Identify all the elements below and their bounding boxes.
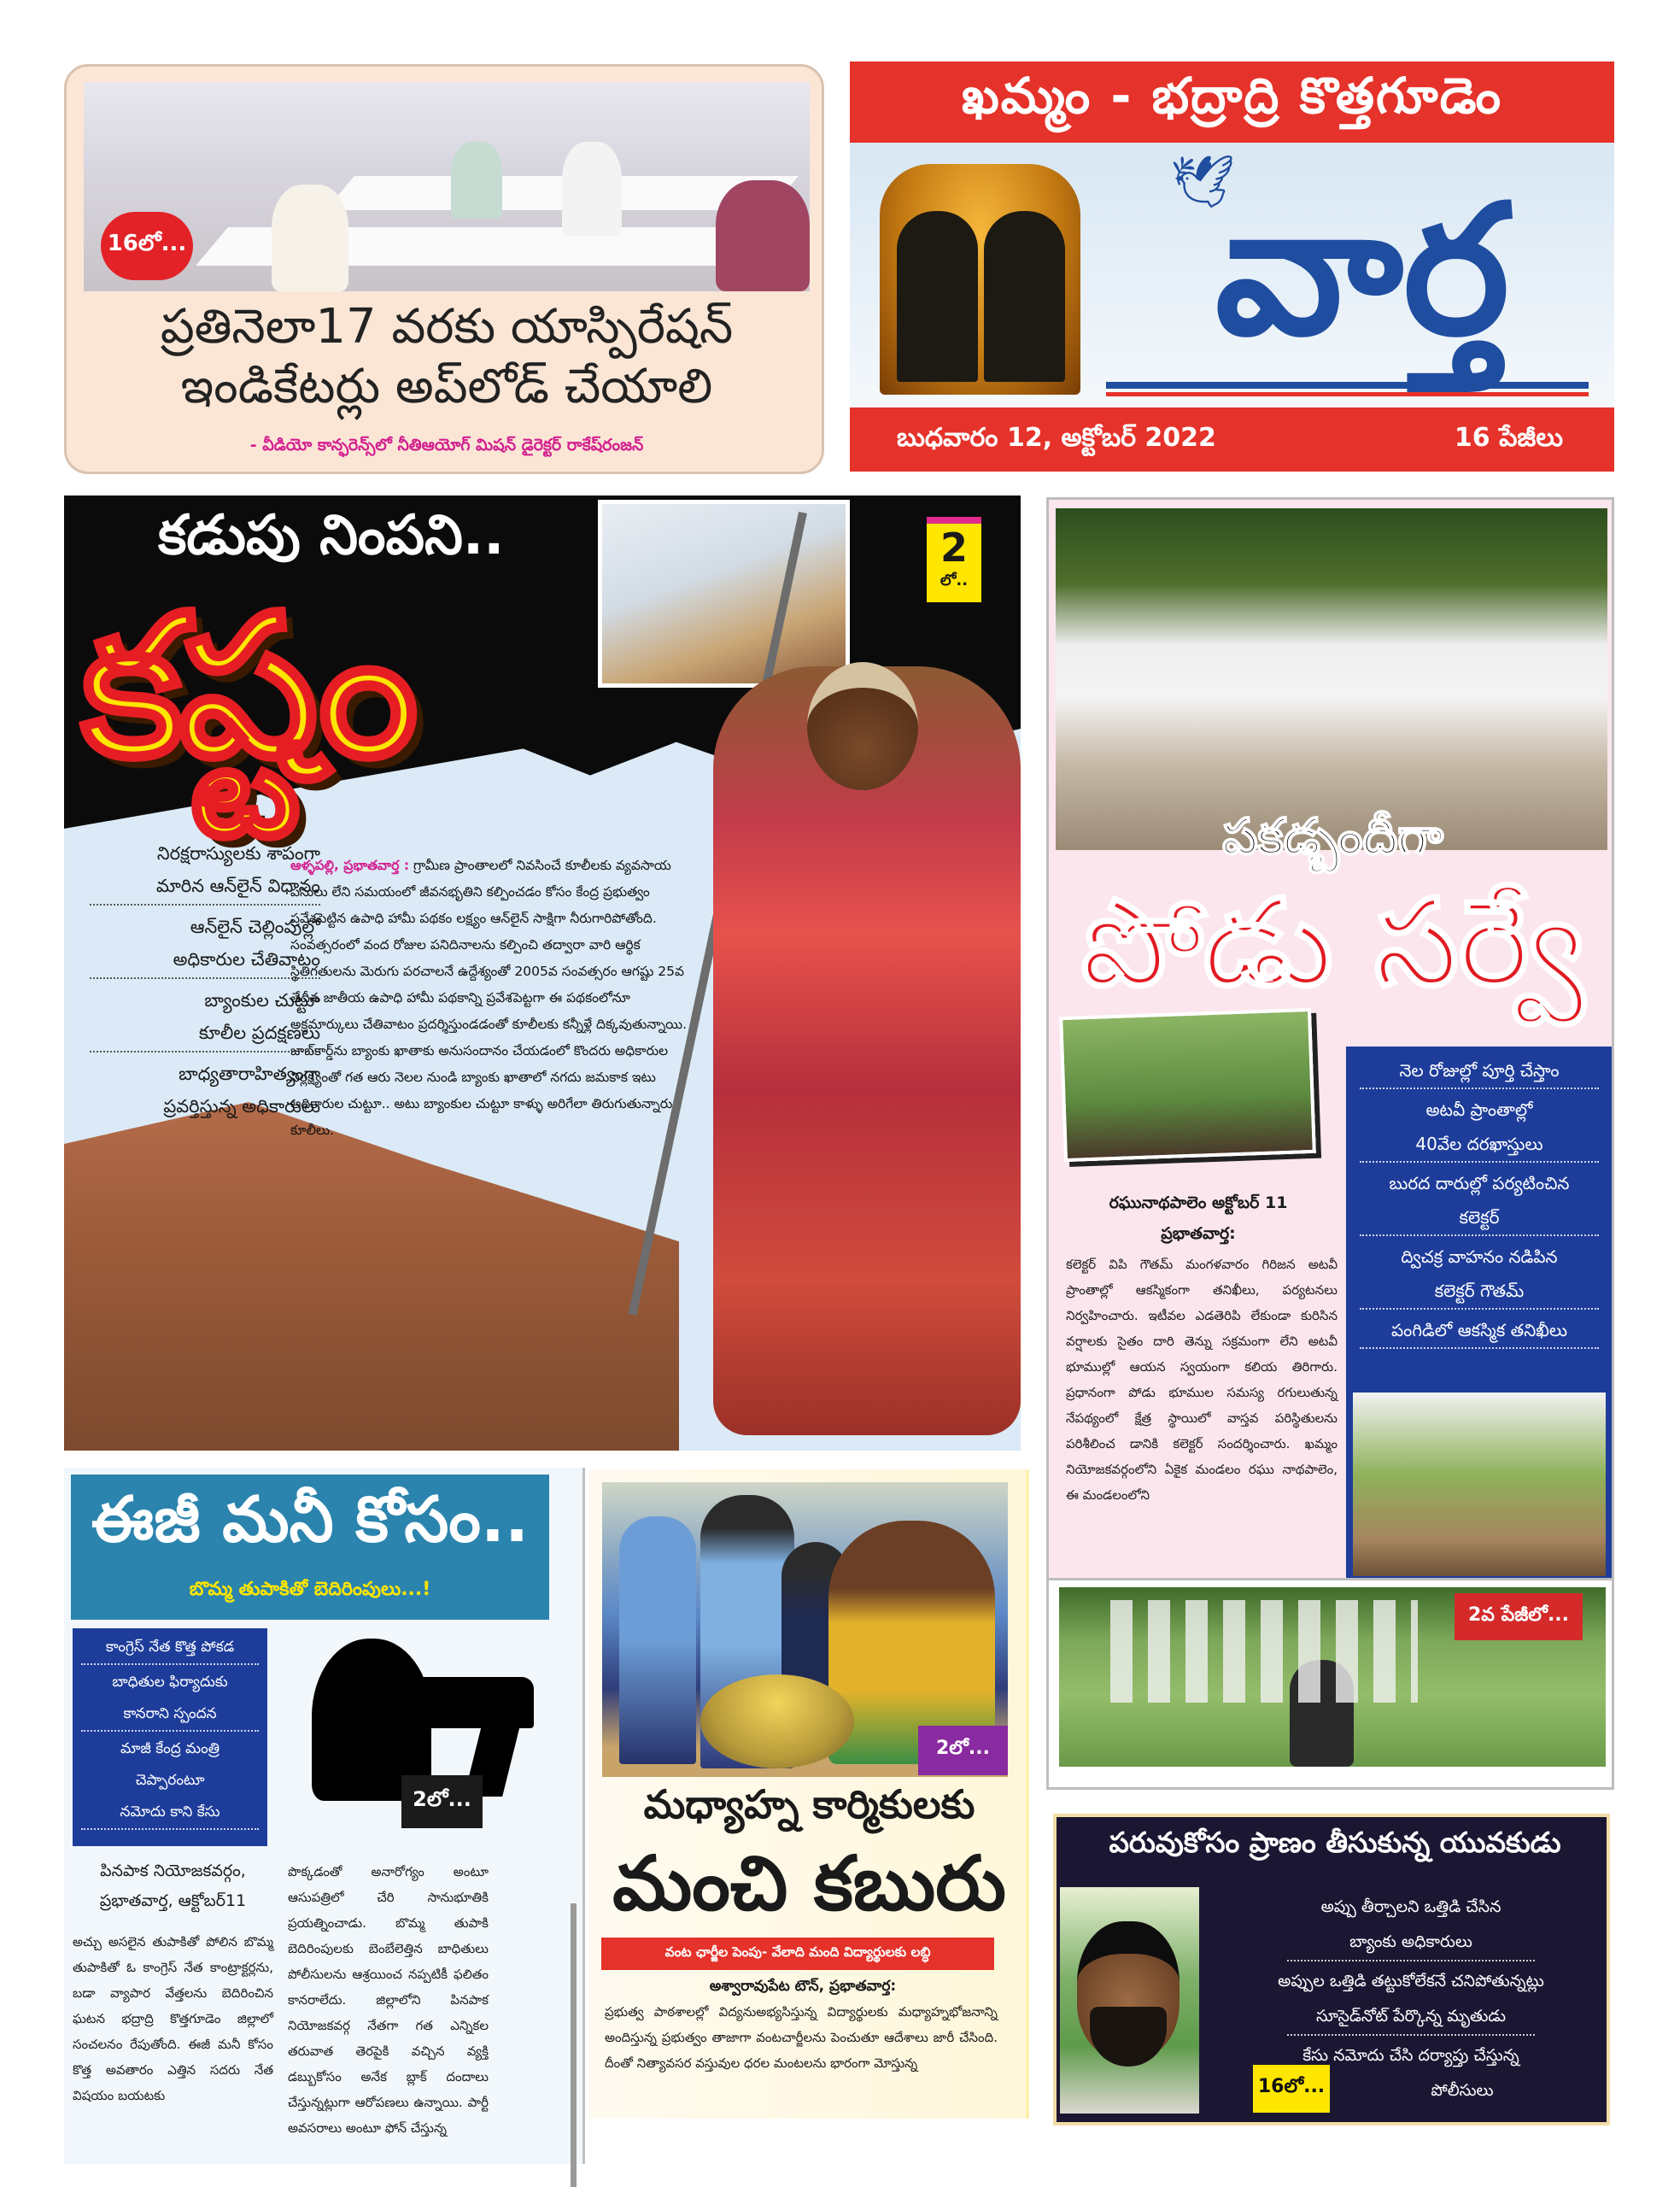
shrine-right (984, 211, 1065, 382)
officials-group-photo (1056, 508, 1607, 850)
dotted-divider (1287, 1960, 1535, 1961)
honor-story[interactable] (1053, 1814, 1610, 2125)
page-ref-tag[interactable]: 2లో... (401, 1775, 483, 1828)
teaser-box[interactable] (64, 64, 824, 474)
collector-bike-photo (1059, 1008, 1316, 1162)
highlight: అప్పు తీర్చాలని ఒత్తిడి చేసిన (1320, 1897, 1501, 1916)
dateline: అశ్వారావుపేట టౌన్, ప్రభాతవార్త: (709, 1978, 897, 1995)
story-headline-line1[interactable]: మధ్యాహ్న కార్మికులకు (643, 1781, 975, 1827)
highlight: నెల రోజుల్లో పూర్తి చేస్తాం (1399, 1060, 1560, 1081)
story-headline[interactable]: పరువుకోసం ప్రాణం తీసుకున్న యువకుడు (1109, 1826, 1561, 1859)
story-body-col2: పొక్కడంతో అనారోగ్యం అంటూ ఆసుపత్రిలో చేరి సానుభూతికి ప్రయత్నించాడు. బొమ్మ తుపాకి బెదిరింపులకు బెంబేలెత్తిన బాధితులు పోలీసులను ఆశ్రయించ నప్పటికీ ఫలితం కానరాలేదు. జిల్లాలోని పినపాక నియోజకవర్గ నేతగా గత ఎన్నికల తరువాత తెరపైకి వచ్చిన వ్యక్తి డబ్బుకోసం అనేక బ్లాక్ దందాలు చేస్తున్నట్లుగా ఆరోపణలు ఉన్నాయి. పార్టీ అవసరాలు అంటూ ఫోన్ చేస్తున్న (288, 1864, 489, 2136)
crowd (1110, 1600, 1418, 1703)
story-headline[interactable]: కష్టం (81, 573, 413, 801)
teaser-headline-line2: ఇండికేటర్లు అప్‌లోడ్ చేయాలి (180, 359, 713, 414)
highlight: నిరక్షరాస్యులకు శాపంగా (156, 843, 320, 864)
dotted-divider (1287, 2034, 1535, 2036)
deity-image (880, 164, 1080, 395)
teaser-headline-line1: ప్రతినెలా17 వరకు యాస్పిరేషన్ (160, 299, 734, 355)
issue-date: బుధవారం 12, అక్టోబర్ 2022 (897, 423, 1216, 453)
highlight: సూసైడ్‌నోట్ పేర్కొన్న మృతుడు (1315, 2007, 1507, 2026)
story-highlights (1346, 1047, 1613, 1580)
story-body (290, 853, 692, 1144)
highlight: కూలీల ప్రదక్షణలు (198, 1023, 320, 1043)
podu-survey-story[interactable] (1046, 497, 1614, 1580)
person (716, 180, 810, 291)
page-count: 16 పేజీలు (1454, 423, 1563, 453)
highlight: మాజీ కేంద్ర మంత్రి (120, 1740, 220, 1757)
highlight: బాధితుల ఫిర్యాదుకు (112, 1674, 228, 1691)
cooking-pot (700, 1674, 854, 1768)
easy-money-story[interactable] (64, 1468, 585, 2164)
body-text: గ్రామీణ ప్రాంతాలలో నివసించే కూలీలకు వ్యవసాయ పనులు లేని సమయంలో జీవనభృతిని కల్పించడం కోసం కేంద్ర ప్రభుత్వం ప్రవేశపెట్టిన ఉపాధి హామీ పథకం లక్ష్యం ఆన్‌లైన్ సాక్షిగా నీరుగారిపోతోంది. సంవత్సరంలో వంద రోజుల పనిదినాలను కల్పించి తద్వారా వారి ఆర్థిక స్థితిగతులను మెరుగు పరచాలనే ఉద్దేశ్యంతో 2005వ సంవత్సరం ఆగష్టు 25వ తేదీన జాతీయ ఉపాధి హామీ పథకాన్ని ప్రవేశపెట్టగా ఈ పథకంలోనూ అక్రమార్కులు చేతివాటం ప్రదర్శిస్తుండడంతో కూలీలకు కన్నీళ్లే దిక్కవుతున్నాయి. జాబ్‌కార్డ్‌ను బ్యాంకు ఖాతాకు అనుసందానం చేయడంలో కొందరు అధికారుల నిర్లక్ష్యంతో గత ఆరు నెలల నుండి బ్యాంకు ఖాతాలో నగదు జమకాక ఇటు అధికారుల చుట్టూ.. అటు బ్యాంకుల చుట్టూ కాళ్ళు అరిగేలా తిరుగుతున్నారు కూలీలు. (290, 858, 688, 1138)
dotted-divider (90, 904, 320, 906)
student (619, 1516, 696, 1764)
dotted-divider (81, 1730, 259, 1732)
page-ref-number: 2 (940, 525, 968, 571)
page-ref-tag[interactable]: 2లో... (918, 1726, 1008, 1775)
highlight: పంగిడిలో ఆకస్మిక తనిఖీలు (1390, 1320, 1568, 1340)
highlight: బ్యాంకుల చుట్టూ (204, 990, 320, 1011)
highlight: కానరాని స్పందన (123, 1705, 217, 1722)
dotted-divider (81, 1663, 259, 1665)
story-subhead: బొమ్మ తుపాకితో బెదిరింపులు...! (189, 1579, 431, 1600)
highlight: చెప్పారంటూ (135, 1772, 205, 1789)
dotted-divider (1360, 1234, 1599, 1236)
highlight: బాధ్యతారాహిత్యంగా (179, 1064, 320, 1084)
dotted-divider (90, 1051, 320, 1052)
teaser-headline[interactable] (67, 297, 824, 417)
highlight: బురద దారుల్లో పర్యటించిన (1389, 1173, 1570, 1193)
logo-underline (1106, 382, 1589, 389)
story-headline[interactable]: పోడు సర్వే (1081, 874, 1584, 1013)
story-body: ప్రభుత్వ పాఠశాలల్లో విద్యనుఅభ్యసిస్తున్న విద్యార్థులకు మధ్యాహ్నభోజనాన్ని అందిస్తున్న ప్రభుత్వం తాజాగా వంటచార్జీలను పెంచుతూ ఆదేశాలు జారీ చేసింది. దీంతో నిత్యావసర వస్తువుల ధరల మంటలను భారంగా మోస్తున్న (605, 2004, 998, 2071)
dateline-source: ప్రభాతవార్త: (1161, 1224, 1236, 1243)
story-headline[interactable]: ఈజీ మనీ కోసం.. (91, 1483, 530, 1557)
page-ref-tag[interactable]: 16లో... (1253, 2065, 1330, 2113)
highlight: 40వేల దరఖాస్తులు (1415, 1134, 1543, 1154)
dateline (1057, 1187, 1339, 1249)
highlight: ద్విచక్ర వాహనం నడిపిన (1401, 1246, 1558, 1267)
newspaper-logo[interactable]: వార్త (1215, 166, 1510, 375)
edition-name: ఖమ్మం - భద్రాద్రి కొత్తగూడెం (850, 62, 1614, 143)
dateline-place: రఘునాథపాలెం అక్టోబర్ 11 (1109, 1193, 1288, 1212)
workers-crowd-photo (64, 1102, 679, 1451)
dateline-source: ప్రభాతవార్త, ఆక్టోబర్11 (99, 1891, 247, 1910)
shrine-left (897, 211, 978, 382)
story-body: కలెక్టర్ విపి గౌతమ్ మంగళవారం గిరిజన అటవీ ప్రాంతాల్లో ఆకస్మికంగా తనిఖీలు, పర్యటనలు నిర్వహించారు. ఇటీవల ఎడతెరిపి లేకుండా కురిసిన వర్షాలకు సైతం దారి తెన్ను సక్రమంగా లేని అటవీ భూముల్లో ఆయన స్వయంగా కలియ తిరిగారు. ప్రధానంగా పోడు భూముల సమస్య రగులుతున్న నేపథ్యంలో క్షేత్ర స్థాయిలో వాస్తవ పరిస్థితులను పరిశీలించ డానికి కలెక్టర్ సందర్శించారు. ఖమ్మం నియోజకవర్గంలోని ఏకైక మండలం రఘు నాథపాలెం, ఈ మండలంలోని (1066, 1257, 1338, 1503)
highlight: పోలీసులు (1431, 2081, 1494, 2100)
highlight: కలెక్టర్ (1459, 1207, 1500, 1228)
highlight: మారిన ఆన్‌లైన్ విధానం (155, 876, 320, 896)
dotted-divider (1360, 1347, 1599, 1349)
column-divider (571, 1903, 577, 2187)
woman-head (807, 662, 918, 790)
page-ref-tag[interactable] (927, 517, 981, 602)
page-ref-suffix: లో.. (940, 572, 969, 589)
teaser-attribution: - వీడియో కాన్ఫరెన్స్‌లో నీతిఆయోగ్ మిషన్ డైరెక్టర్ రాకేష్‌రంజన్ (249, 436, 644, 454)
beard (1090, 2007, 1167, 2067)
collector-walking-photo (1353, 1393, 1606, 1576)
headline-banner (71, 1475, 549, 1620)
masthead-logo-area (850, 143, 1614, 407)
page-ref-badge[interactable]: 16లో... (101, 212, 193, 280)
meeting-photo (84, 82, 810, 291)
dotted-divider (81, 1828, 259, 1830)
person (562, 142, 622, 236)
dotted-divider (1360, 1088, 1599, 1089)
highlight: అధికారుల చేతివాటం (173, 949, 320, 970)
story-kicker: కడుపు నింపని.. (158, 504, 505, 567)
deceased-portrait (1060, 1887, 1199, 2114)
dateline (73, 1856, 273, 1916)
dotted-divider (1360, 1308, 1599, 1310)
story-body-col1: అచ్చు అసలైన తుపాకితో పోలిన బొమ్మ తుపాకితో ఓ కాంగ్రెస్ నేత కాంట్రాక్టర్లను, బడా వ్యాపార వేత్తలను బెదిరించిన ఘటన భద్రాద్రి కొత్తగూడెం జిల్లాలో సంచలనం రేపుతోంది. ఈజీ మనీ కోసం కొత్త అవతారం ఎత్తిన సదరు నేత విషయం బయటకు (73, 1934, 273, 2103)
person (451, 142, 502, 219)
masthead (850, 62, 1614, 472)
person (272, 185, 348, 291)
highlight: కలెక్టర్ గౌతమ్ (1434, 1281, 1525, 1301)
dotted-divider (90, 977, 320, 979)
dove-icon: 🕊 (1170, 152, 1236, 212)
story-highlights (73, 837, 320, 1123)
office-inset-photo (598, 500, 850, 688)
main-story[interactable] (64, 495, 1021, 1451)
page-ref-tag[interactable]: 2వ పేజీలో... (1455, 1593, 1583, 1640)
highlight: అటవీ ప్రాంతాల్లో (1425, 1099, 1533, 1120)
midday-meal-story[interactable] (589, 1469, 1029, 2119)
dateline-bar (850, 407, 1614, 472)
highlight: ప్రవర్తిస్తున్న అధికారులు (163, 1096, 320, 1117)
podu-bottom-panel (1046, 1580, 1614, 1790)
highlight: అప్పుల ఒత్తిడి తట్టుకోలేకనే చనిపోతున్నట్లు (1278, 1972, 1544, 1991)
story-kicker: పకడ్బందీగా (1222, 807, 1443, 865)
highlight: ఆన్‌లైన్ చెల్లింపుల్లో (190, 917, 320, 937)
highlight: కేసు నమోదు చేసి దర్యాప్తు చేస్తున్న (1302, 2046, 1519, 2065)
logo-underline-red (1106, 392, 1589, 396)
highlight: బ్యాంకు అధికారులు (1349, 1932, 1472, 1951)
dateline: ఆళ్ళపల్లి, ప్రభాతవార్త : (290, 858, 410, 873)
story-headline-line2[interactable]: మంచి కబురు (612, 1839, 1006, 1927)
highlight: నమోదు కాని కేసు (120, 1803, 220, 1821)
dotted-divider (1360, 1161, 1599, 1163)
dateline-place: పినపాక నియోజకవర్గం, (100, 1862, 246, 1880)
highlight: కాంగ్రెస్ నేత కొత్త పోకడ (105, 1639, 235, 1656)
story-subhead-bar: వంట ఛార్జీల పెంపు- వేలాది మంది విద్యార్థులకు లబ్ధి (601, 1938, 994, 1970)
story-highlights (73, 1628, 267, 1846)
